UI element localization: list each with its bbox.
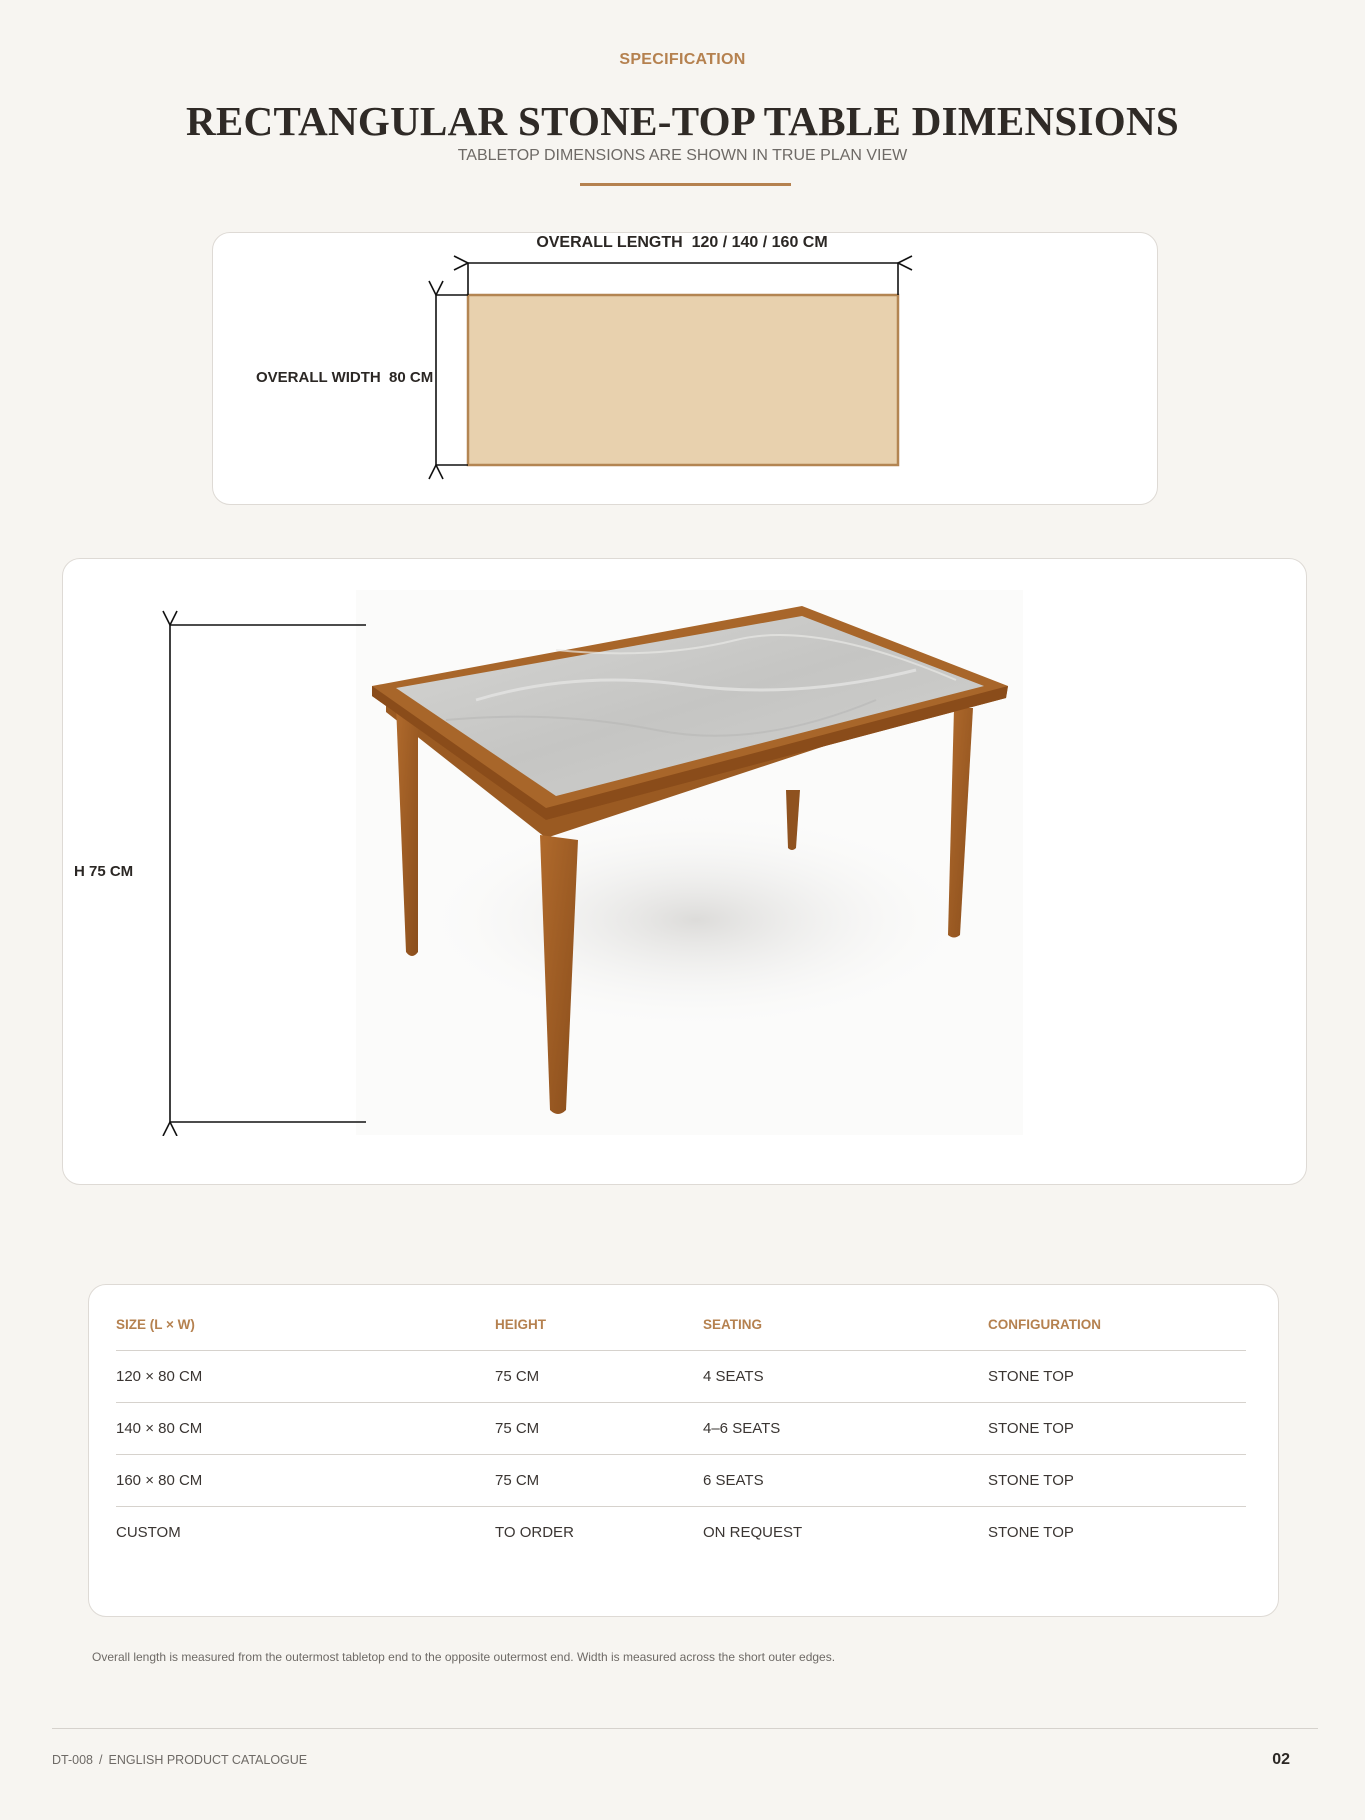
spec-table [116, 1298, 1246, 1558]
cell-height: 75 CM [495, 1455, 703, 1507]
page-title: RECTANGULAR STONE-TOP TABLE DIMENSIONS [186, 98, 1179, 144]
page-number: 02 [1272, 1751, 1290, 1768]
table-row [116, 1351, 1246, 1403]
page-subtitle: TABLETOP DIMENSIONS ARE SHOWN IN TRUE PLAN VIEW [457, 147, 908, 164]
cell-height: 75 CM [495, 1351, 703, 1403]
title-underline [580, 183, 791, 186]
table-header-row [116, 1298, 1246, 1351]
cell-configuration: STONE TOP [988, 1403, 1246, 1455]
cell-size: 160 × 80 CM [116, 1455, 495, 1507]
overall-width-label: OVERALL WIDTH 80 CM [256, 369, 434, 386]
section-eyebrow: SPECIFICATION [619, 51, 746, 68]
cell-size: CUSTOM [116, 1524, 181, 1541]
table-row [116, 1403, 1246, 1455]
footer-catalogue-info [52, 1753, 307, 1767]
cell-configuration: STONE TOP [988, 1351, 1246, 1403]
tabletop-plan [468, 295, 898, 465]
cell-seating: ON REQUEST [703, 1524, 803, 1541]
cell-height: 75 CM [495, 1403, 703, 1455]
measurement-note: Overall length is measured from the outermost tabletop end to the opposite outermost end. Width is measured across the short outer edges. [92, 1650, 836, 1664]
header-height: HEIGHT [495, 1298, 703, 1351]
catalogue-name: ENGLISH PRODUCT CATALOGUE [108, 1753, 308, 1767]
cell-configuration: STONE TOP [988, 1455, 1246, 1507]
height-dimension-line [158, 606, 372, 1136]
cell-configuration: STONE TOP [988, 1524, 1074, 1541]
table-row [116, 1507, 1246, 1559]
length-dimension-line [454, 256, 912, 295]
width-dimension-line [429, 281, 468, 479]
cell-seating: 6 SEATS [703, 1455, 988, 1507]
header-configuration: CONFIGURATION [988, 1298, 1246, 1351]
cell-seating: 4 SEATS [703, 1351, 988, 1403]
footer-divider [52, 1728, 1318, 1729]
table-row [116, 1455, 1246, 1507]
product-code: DT-008 [52, 1753, 93, 1767]
cell-seating: 4–6 SEATS [703, 1403, 988, 1455]
table-product-image [356, 590, 1023, 1135]
cell-size: 120 × 80 CM [116, 1351, 495, 1403]
cell-size: 140 × 80 CM [116, 1403, 495, 1455]
cell-height: TO ORDER [495, 1524, 574, 1541]
overall-length-label: OVERALL LENGTH 120 / 140 / 160 CM [536, 234, 828, 251]
header-size: SIZE (L × W) [116, 1298, 495, 1351]
footer-separator: / [99, 1753, 103, 1767]
height-label: H 75 CM [74, 863, 134, 880]
header-seating: SEATING [703, 1298, 988, 1351]
